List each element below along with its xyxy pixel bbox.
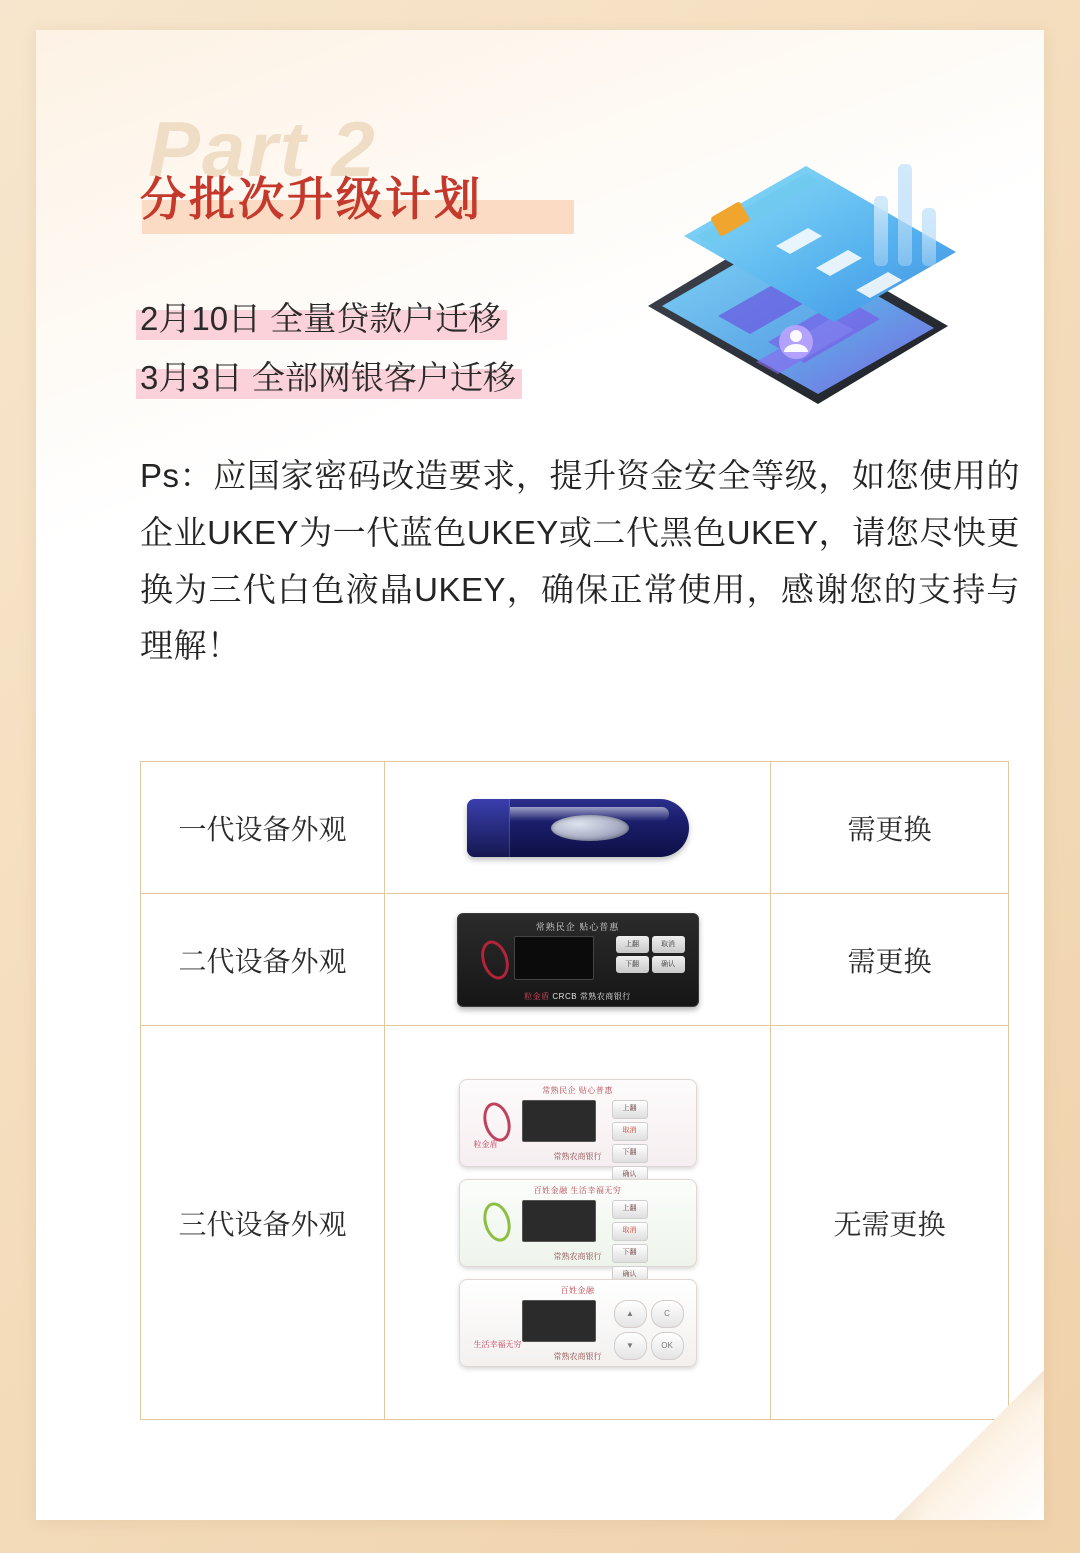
gen3b-buttons: [612, 1200, 686, 1285]
device-image-gen1: [385, 762, 771, 894]
schedule-line-1-text: 2月10日 全量贷款户迁移: [140, 300, 502, 337]
gen3a-button: 下翻: [612, 1144, 648, 1163]
gen2-bottom-red: 粒金盾: [524, 991, 550, 1001]
gen3a-button: 确认: [612, 1166, 648, 1185]
table-row: [141, 762, 1009, 894]
schedule-lines: [140, 302, 1020, 420]
gen3b-bottom-brand: 常熟农商银行: [553, 1251, 602, 1261]
page-title-text: 分批次升级计划: [140, 173, 483, 225]
gen3c-screen: [522, 1300, 596, 1342]
gen2-buttons: [616, 936, 688, 973]
gen3b-screen: [522, 1200, 596, 1242]
row-action-gen3: 无需更换: [771, 1026, 1009, 1420]
gen3a-button: 取消: [612, 1122, 648, 1141]
gen3a-buttons: [612, 1100, 686, 1185]
gen2-top-text: 常熟民企 贴心普惠: [535, 921, 620, 932]
gen3a-top-text: 常熟民企 贴心普惠: [542, 1085, 613, 1095]
gen3b-button: 上翻: [612, 1200, 648, 1219]
schedule-line-2-text: 3月3日 全部网银客户迁移: [140, 359, 516, 396]
row-label-gen3: 三代设备外观: [141, 1026, 385, 1420]
gen3c-bottom-brand: 常熟农商银行: [553, 1351, 602, 1361]
gen3b-top-text: 百姓金融 生活幸福无穷: [533, 1185, 622, 1195]
gen2-button: 上翻: [616, 936, 649, 953]
gen3c-top-text: 百姓金融: [560, 1285, 595, 1295]
page-title: [140, 172, 483, 227]
gen2-bottom-mark: CRCB: [552, 991, 578, 1001]
gen3b-logo-icon: [478, 1199, 514, 1245]
gen3c-button: ▼: [614, 1332, 647, 1360]
usb-window: [551, 815, 629, 841]
gen2-bottom-brand: 常熟农商银行: [579, 991, 631, 1001]
gen3b-button: 确认: [612, 1266, 648, 1285]
gen3a-screen: [522, 1100, 596, 1142]
gen3b-button: 取消: [612, 1222, 648, 1241]
row-action-gen2: 需更换: [771, 894, 1009, 1026]
usb-cap: [467, 799, 510, 857]
usb-key-gen1-icon: [467, 799, 689, 857]
gen2-logo-icon: [476, 936, 513, 982]
gen3a-left-label: 粒金盾: [473, 1139, 498, 1149]
gen3a-bottom-brand: 常熟农商银行: [553, 1151, 602, 1161]
ukey-gen3c-icon: [459, 1279, 697, 1367]
gen2-button: 下翻: [616, 956, 649, 973]
device-image-gen3: [385, 1026, 771, 1420]
ukey-gen2-icon: [457, 913, 699, 1007]
ukey-gen3a-icon: [459, 1079, 697, 1178]
row-action-gen1: 需更换: [771, 762, 1009, 894]
device-comparison-table: [140, 761, 1009, 1420]
poster-card: [36, 30, 1044, 1520]
table-row: [141, 1026, 1009, 1420]
gen3c-button: C: [651, 1300, 684, 1328]
table-row: [141, 894, 1009, 1026]
gen2-button: 取消: [652, 936, 685, 953]
gen3b-button: 下翻: [612, 1244, 648, 1263]
gen3c-sub-text: 生活幸福无穷: [473, 1339, 522, 1349]
schedule-line-2: [140, 361, 516, 394]
notice-paragraph: Ps：应国家密码改造要求，提升资金安全等级，如您使用的企业UKEY为一代蓝色UKEY或二代黑色UKEY，请您尽快更换为三代白色液晶UKEY，确保正常使用，感谢您的支持与理解！: [140, 457, 1020, 665]
ukey-gen3b-icon: [459, 1179, 697, 1278]
gen2-screen: [514, 936, 594, 980]
gen2-button: 确认: [652, 956, 685, 973]
gen3c-button: OK: [651, 1332, 684, 1360]
part-watermark-text: Part 2: [148, 105, 377, 193]
gen3a-button: 上翻: [612, 1100, 648, 1119]
gen3a-logo-icon: [478, 1099, 514, 1145]
schedule-line-1: [140, 302, 501, 335]
row-label-gen1: 一代设备外观: [141, 762, 385, 894]
device-image-gen2: [385, 894, 771, 1026]
gen2-bottom-text: [458, 991, 698, 1002]
gen3c-button: ▲: [614, 1300, 647, 1328]
row-label-gen2: 二代设备外观: [141, 894, 385, 1026]
